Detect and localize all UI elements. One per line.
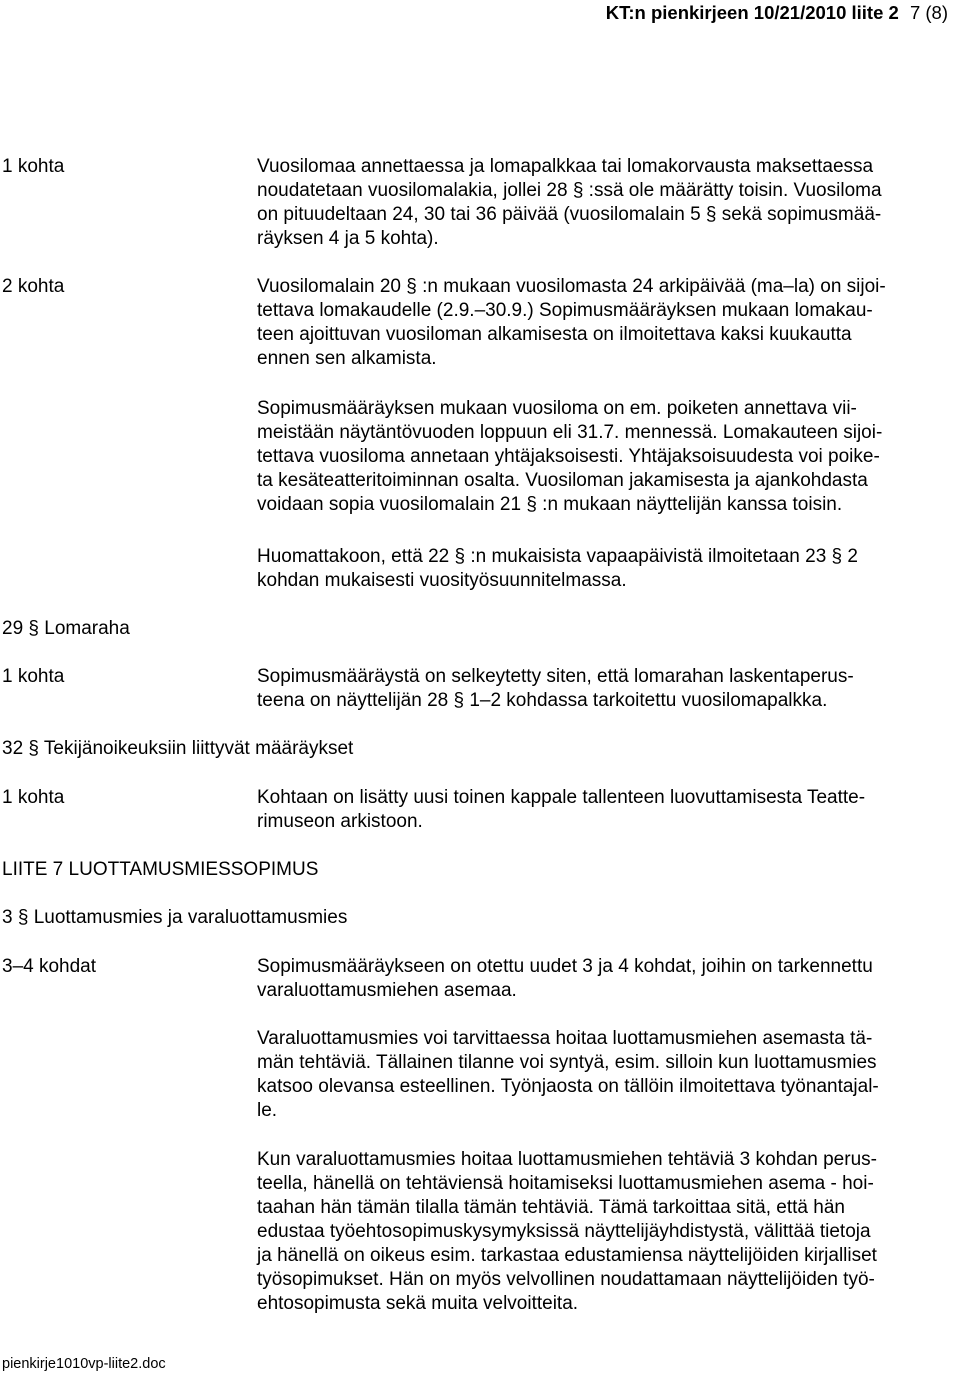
section-text-1-kohta: Vuosilomaa annettaessa ja lomapalkkaa tai lomakorvausta maksettaessa noudatetaan vuosilomalakia, jollei 28 § :ssä ole määrätty toisin. Vuosiloma on pituudeltaan 24, 30 tai 36 päivää (vuosilomalain 5 § sekä sopimusmää- räyksen 4 ja 5 kohta).	[257, 156, 882, 249]
heading-29-lomaraha: 29 § Lomaraha	[2, 618, 130, 639]
section-label-tekijanoikeudet-1-kohta: 1 kohta	[2, 787, 65, 808]
document-title: KT:n pienkirjeen 10/21/2010 liite 2	[605, 2, 899, 23]
heading-3-luottamusmies: 3 § Luottamusmies ja varaluottamusmies	[2, 907, 348, 928]
section-text-tekijanoikeudet-1-kohta: Kohtaan on lisätty uusi toinen kappale tallenteen luovuttamisesta Teatte- rimuseon arkistoon.	[257, 787, 866, 832]
section-paragraph-3-4-kohdat-c: Kun varaluottamusmies hoitaa luottamusmiehen tehtäviä 3 kohdan perus- teella, hänellä on tehtäviensä hoitamiseksi luottamusmiehen asema - hoi- taahan hän tämän tilalla tämän tehtäviä. Tämä tarkoittaa sitä, että hän edustaa työehtosopimuskysymyksissä näyttelijäyhdistystä, välittää tietoja ja hänellä on oikeus esim. tarkastaa edustamiensa näyttelijöiden kirjalliset työsopimukset. Hän on myös velvollinen noudattamaan näyttelijöiden työ- ehtosopimusta sekä muita velvoitteita.	[257, 1149, 877, 1314]
heading-32-tekijanoikeudet: 32 § Tekijänoikeuksiin liittyvät määräykset	[2, 738, 354, 759]
section-label-lomaraha-1-kohta: 1 kohta	[2, 666, 65, 687]
section-label-2-kohta: 2 kohta	[2, 276, 65, 297]
section-paragraph-2-kohta-c: Huomattakoon, että 22 § :n mukaisista vapaapäivistä ilmoitetaan 23 § 2 kohdan mukaisesti vuosityösuunnitelmassa.	[257, 546, 858, 591]
section-label-3-4-kohdat: 3–4 kohdat	[2, 956, 97, 977]
section-paragraph-2-kohta-b: Sopimusmääräyksen mukaan vuosiloma on em. poiketen annettava vii- meistään näytäntövuoden loppuun eli 31.7. mennessä. Lomakauteen sijoi- tettava vuosiloma annetaan yhtäjaksoisesti. Yhtäjaksoisuudesta voi poike- ta kesäteatteritoiminnan osalta. Vuosiloman jakamisesta ja ajankohdasta voidaan sopia vuosilomalain 21 § :n mukaan näyttelijän kanssa toisin.	[257, 398, 883, 515]
section-text-3-4-kohdat: Sopimusmääräykseen on otettu uudet 3 ja 4 kohdat, joihin on tarkennettu varaluottamusmiehen asemaa.	[257, 956, 873, 1001]
heading-liite-7: LIITE 7 LUOTTAMUSMIESSOPIMUS	[2, 859, 319, 880]
page-number: 7 (8)	[909, 2, 948, 23]
page-header	[606, 2, 948, 24]
section-label-1-kohta: 1 kohta	[2, 156, 65, 177]
section-text-lomaraha-1-kohta: Sopimusmääräystä on selkeytetty siten, että lomarahan laskentaperus- teena on näyttelijän 28 § 1–2 kohdassa tarkoitettu vuosilomapalkka.	[257, 666, 854, 711]
section-text-2-kohta: Vuosilomalain 20 § :n mukaan vuosilomasta 24 arkipäivää (ma–la) on sijoi- tettava lomakaudelle (2.9.–30.9.) Sopimusmääräyksen mukaan lomakau- teen ajoittuvan vuosiloman alkamisesta on ilmoitettava kaksi kuukautta ennen sen alkamista.	[257, 276, 886, 369]
footer-filename: pienkirje1010vp-liite2.doc	[2, 1356, 166, 1372]
section-paragraph-3-4-kohdat-b: Varaluottamusmies voi tarvittaessa hoitaa luottamusmiehen asemasta tä- män tehtäviä. Tällainen tilanne voi syntyä, esim. silloin kun luottamusmies katsoo olevansa esteellinen. Työnjaosta on tällöin ilmoitettava työnantajal- le.	[257, 1028, 879, 1121]
